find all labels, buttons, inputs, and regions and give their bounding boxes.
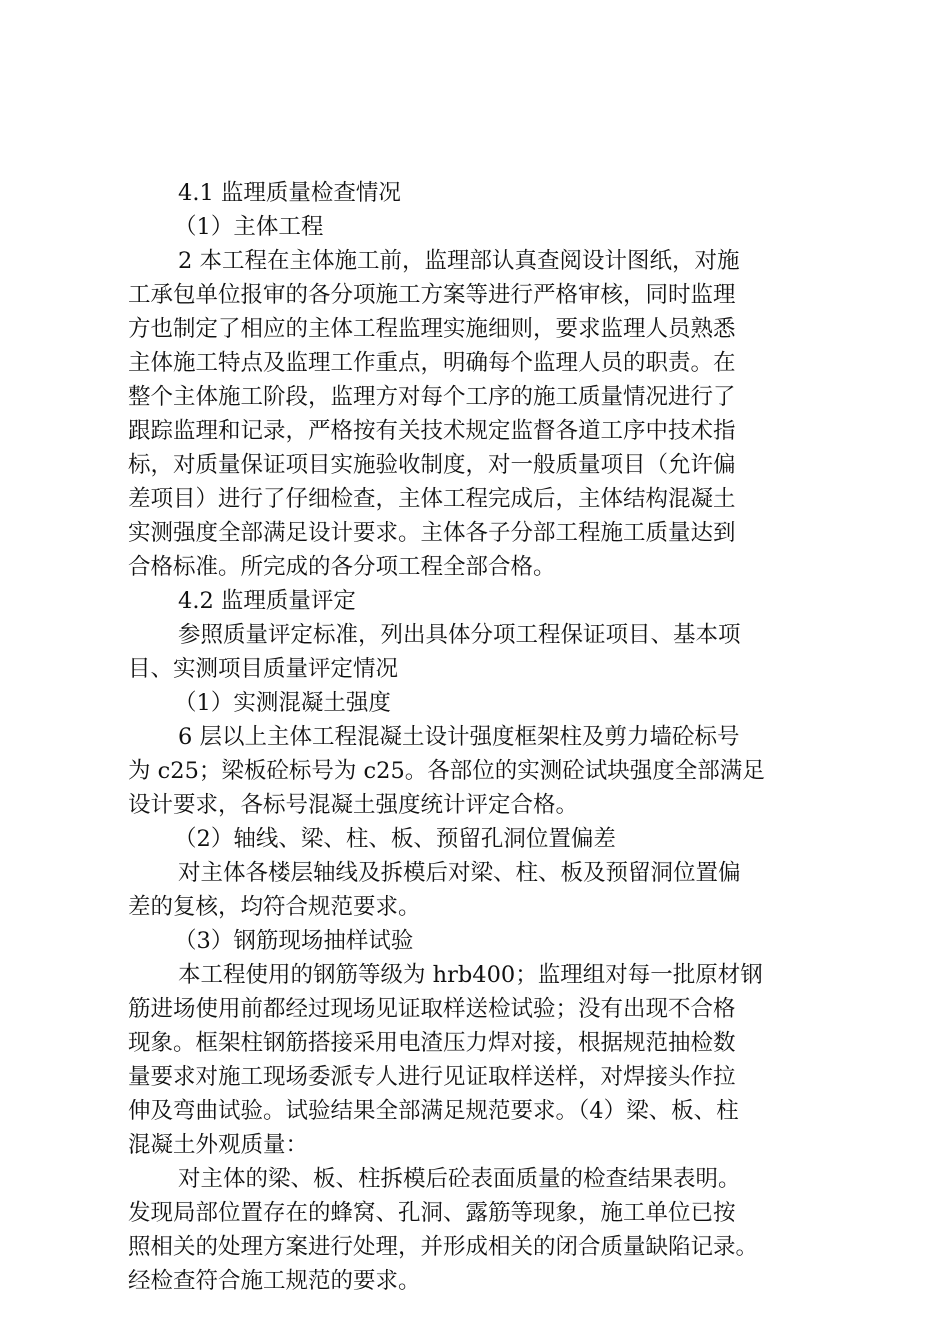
text-line: 对主体的梁、板、柱拆模后砼表面质量的检查结果表明。 xyxy=(178,1166,741,1192)
text-line: 发现局部位置存在的蜂窝、孔洞、露筋等现象，施工单位已按 xyxy=(128,1200,736,1226)
text-line: 目、实测项目质量评定情况 xyxy=(128,656,399,682)
text-line: 设计要求，各标号混凝土强度统计评定合格。 xyxy=(128,792,579,818)
text-line: 标，对质量保证项目实施验收制度，对一般质量项目（允许偏 xyxy=(128,452,736,478)
text-line: 筋进场使用前都经过现场见证取样送检试验；没有出现不合格 xyxy=(128,996,736,1022)
text-line: （2）轴线、梁、柱、板、预留孔洞位置偏差 xyxy=(174,826,616,852)
document-body xyxy=(128,176,832,1298)
text-line: 合格标准。所完成的各分项工程全部合格。 xyxy=(128,554,556,580)
text-line: 4.1 监理质量检查情况 xyxy=(178,180,401,206)
text-line: 本工程使用的钢筋等级为 hrb400；监理组对每一批原材钢 xyxy=(178,962,763,988)
text-line: （1）主体工程 xyxy=(174,214,324,240)
text-line: 方也制定了相应的主体工程监理实施细则，要求监理人员熟悉 xyxy=(128,316,736,342)
text-line: 为 c25；梁板砼标号为 c25。各部位的实测砼试块强度全部满足 xyxy=(128,758,765,784)
text-line: 现象。框架柱钢筋搭接采用电渣压力焊对接，根据规范抽检数 xyxy=(128,1030,736,1056)
text-line: （3）钢筋现场抽样试验 xyxy=(174,928,414,954)
text-line: 主体施工特点及监理工作重点，明确每个监理人员的职责。在 xyxy=(128,350,736,376)
text-line: 差项目）进行了仔细检查，主体工程完成后，主体结构混凝土 xyxy=(128,486,736,512)
text-line: 6 层以上主体工程混凝土设计强度框架柱及剪力墙砼标号 xyxy=(178,724,740,750)
text-line: 实测强度全部满足设计要求。主体各子分部工程施工质量达到 xyxy=(128,520,736,546)
text-line: 伸及弯曲试验。试验结果全部满足规范要求。（4）梁、板、柱 xyxy=(128,1098,739,1124)
text-line: 2 本工程在主体施工前，监理部认真查阅设计图纸，对施 xyxy=(178,248,740,274)
text-line: （1）实测混凝土强度 xyxy=(174,690,391,716)
text-line: 4.2 监理质量评定 xyxy=(178,588,356,614)
text-line: 差的复核，均符合规范要求。 xyxy=(128,894,421,920)
text-line: 参照质量评定标准，列出具体分项工程保证项目、基本项 xyxy=(178,622,741,648)
text-line: 经检查符合施工规范的要求。 xyxy=(128,1268,421,1294)
text-line: 混凝土外观质量： xyxy=(128,1132,309,1158)
text-line: 量要求对施工现场委派专人进行见证取样送样，对焊接头作拉 xyxy=(128,1064,736,1090)
text-line: 工承包单位报审的各分项施工方案等进行严格审核，同时监理 xyxy=(128,282,736,308)
text-line: 整个主体施工阶段，监理方对每个工序的施工质量情况进行了 xyxy=(128,384,736,410)
text-line: 对主体各楼层轴线及拆模后对梁、柱、板及预留洞位置偏 xyxy=(178,860,741,886)
text-line: 跟踪监理和记录，严格按有关技术规定监督各道工序中技术指 xyxy=(128,418,736,444)
text-line: 照相关的处理方案进行处理，并形成相关的闭合质量缺陷记录。 xyxy=(128,1234,759,1260)
